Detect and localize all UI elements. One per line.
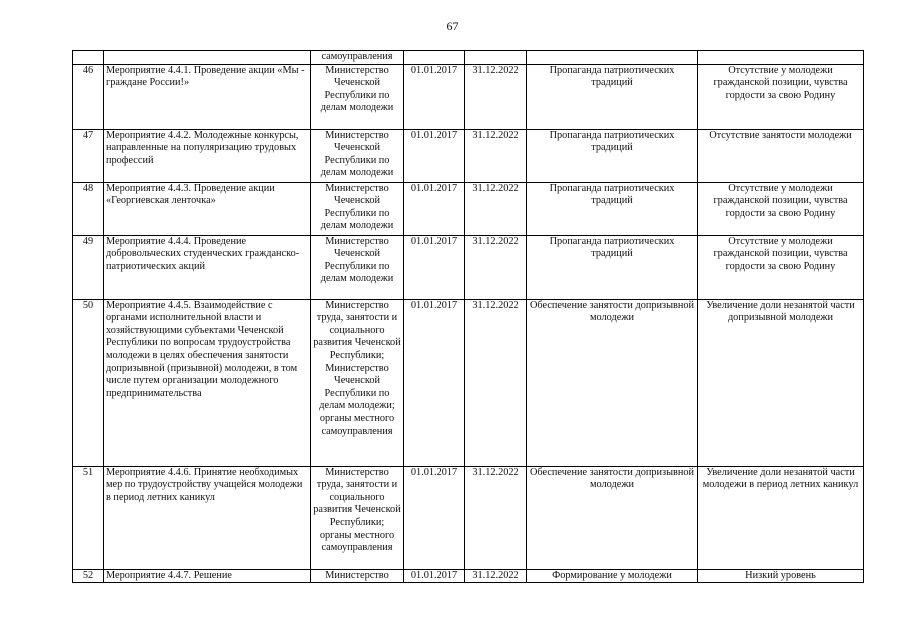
row-executor: Министерство Чеченской Республики по делам молодежи [311, 182, 404, 235]
row-consequence: Отсутствие занятости молодежи [698, 129, 864, 182]
row-result: Пропаганда патриотических традиций [527, 64, 698, 129]
row-start-date: 01.01.2017 [404, 466, 465, 569]
row-result: Обеспечение занятости допризывной молодежи [527, 466, 698, 569]
row-end-date: 31.12.2022 [465, 182, 527, 235]
row-number: 47 [73, 129, 104, 182]
row-number: 48 [73, 182, 104, 235]
row-activity: Мероприятие 4.4.2. Молодежные конкурсы, направленные на популяризацию трудовых профессий [104, 129, 311, 182]
row-consequence: Увеличение доли незанятой части молодежи в период летних каникул [698, 466, 864, 569]
row-start-date: 01.01.2017 [404, 64, 465, 129]
row-executor: Министерство Чеченской Республики по делам молодежи [311, 64, 404, 129]
row-activity: Мероприятие 4.4.7. Решение [104, 569, 311, 583]
row-result: Пропаганда патриотических традиций [527, 129, 698, 182]
row-result: Формирование у молодежи [527, 569, 698, 583]
row-end-date: 31.12.2022 [465, 466, 527, 569]
row-activity: Мероприятие 4.4.4. Проведение добровольческих студенческих гражданско-патриотических акций [104, 235, 311, 299]
row-executor: самоуправления [311, 51, 404, 65]
row-end-date: 31.12.2022 [465, 64, 527, 129]
row-executor: Министерство Чеченской Республики по делам молодежи [311, 235, 404, 299]
row-result: Пропаганда патриотических традиций [527, 182, 698, 235]
row-activity: Мероприятие 4.4.6. Принятие необходимых мер по трудоустройству учащейся молодежи в период летних каникул [104, 466, 311, 569]
row-start-date: 01.01.2017 [404, 299, 465, 466]
row-consequence: Отсутствие у молодежи гражданской позиции, чувства гордости за свою Родину [698, 182, 864, 235]
row-start-date: 01.01.2017 [404, 182, 465, 235]
row-consequence: Низкий уровень [698, 569, 864, 583]
table-row [73, 466, 864, 569]
row-number: 46 [73, 64, 104, 129]
table-row [73, 569, 864, 583]
row-consequence: Увеличение доли незанятой части допризывной молодежи [698, 299, 864, 466]
row-consequence: Отсутствие у молодежи гражданской позиции, чувства гордости за свою Родину [698, 64, 864, 129]
row-executor: Министерство [311, 569, 404, 583]
table-row [73, 182, 864, 235]
row-start-date: 01.01.2017 [404, 129, 465, 182]
row-start-date: 01.01.2017 [404, 569, 465, 583]
table-row [73, 299, 864, 466]
row-number: 49 [73, 235, 104, 299]
row-start-date: 01.01.2017 [404, 235, 465, 299]
row-end-date: 31.12.2022 [465, 129, 527, 182]
row-activity: Мероприятие 4.4.3. Проведение акции «Георгиевская ленточка» [104, 182, 311, 235]
row-end-date: 31.12.2022 [465, 235, 527, 299]
table-row [73, 129, 864, 182]
row-result: Пропаганда патриотических традиций [527, 235, 698, 299]
row-activity: Мероприятие 4.4.1. Проведение акции «Мы - граждане России!» [104, 64, 311, 129]
row-result: Обеспечение занятости допризывной молодежи [527, 299, 698, 466]
row-number: 51 [73, 466, 104, 569]
table-row [73, 64, 864, 129]
row-activity: Мероприятие 4.4.5. Взаимодействие с органами исполнительной власти и хозяйствующими субъектами Чеченской Республики по вопросам трудоустройства молодежи в целях обеспечения занятости допризывной (призывной) молодежи, в том числе путем организации молодежного предпринимательства [104, 299, 311, 466]
row-consequence: Отсутствие у молодежи гражданской позиции, чувства гордости за свою Родину [698, 235, 864, 299]
row-executor: Министерство труда, занятости и социального развития Чеченской Республики; Министерство Чеченской Республики по делам молодежи; органы местного самоуправления [311, 299, 404, 466]
row-end-date: 31.12.2022 [465, 299, 527, 466]
table-row-continuation [73, 51, 864, 65]
row-executor: Министерство труда, занятости и социального развития Чеченской Республики; органы местного самоуправления [311, 466, 404, 569]
row-end-date: 31.12.2022 [465, 569, 527, 583]
activities-table [72, 50, 864, 583]
row-number: 50 [73, 299, 104, 466]
row-number: 52 [73, 569, 104, 583]
table-row [73, 235, 864, 299]
row-executor: Министерство Чеченской Республики по делам молодежи [311, 129, 404, 182]
page-number: 67 [446, 19, 459, 33]
